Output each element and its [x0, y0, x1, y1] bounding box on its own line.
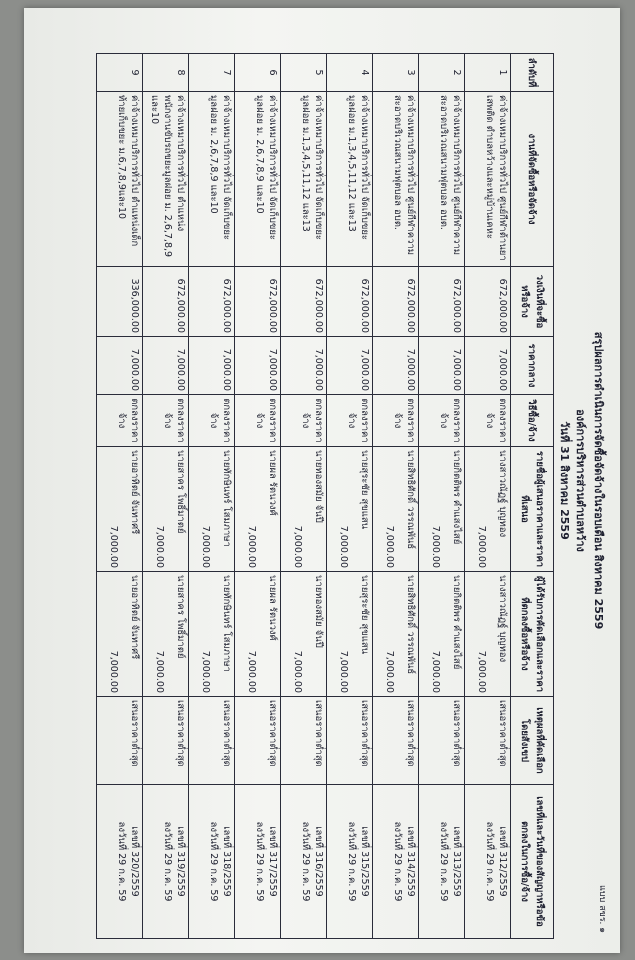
contract-cell: [189, 785, 235, 939]
budget-amount: 672,000.00: [373, 267, 419, 337]
col-header: วิธีซื้อ/จ้าง: [511, 395, 554, 447]
bid-price: 7,000.00: [292, 525, 303, 568]
work-description: ค่าจ้างเหมาบริการทั่วไป ศูนย์กีฬาต้านยาเสพติด ตำบลหว้างและหมู่บ้านเคหะ: [465, 92, 511, 267]
bidder-name: นายสาคร โพธิ์มาตย์: [175, 450, 186, 534]
winner-cell: [465, 572, 511, 697]
winning-price: 7,000.00: [246, 650, 257, 693]
winner-cell: [281, 572, 327, 697]
budget-amount: 672,000.00: [143, 267, 189, 337]
rotated-content: [24, 8, 620, 953]
median-price: 7,000.00: [327, 337, 373, 395]
col-header: งานที่จัดซื้อหรือจัดจ้าง: [511, 92, 554, 267]
median-price: 7,000.00: [465, 337, 511, 395]
budget-amount: 672,000.00: [189, 267, 235, 337]
table-row: [189, 54, 235, 939]
contract-cell: [97, 785, 143, 939]
winning-price: 7,000.00: [476, 650, 487, 693]
col-header: รายชื่อผู้เสนอราคาและราคาที่เสนอ: [511, 447, 554, 572]
selection-reason: เสนอราคาต่ำสุด: [235, 697, 281, 785]
budget-amount: 336,000.00: [97, 267, 143, 337]
winner-name: นายสิทธิศักดิ์ วรรณพันธ์: [405, 575, 416, 675]
median-price: 7,000.00: [419, 337, 465, 395]
contract-date: ลงวันที่ 29 ก.ค. 59: [300, 821, 311, 902]
selection-reason: เสนอราคาต่ำสุด: [327, 697, 373, 785]
table-row: [327, 54, 373, 939]
table-row: [143, 54, 189, 939]
winner-name: นายทักษินทร์ โสมภาษา: [221, 575, 232, 672]
work-description: ค่าจ้างเหมาบริการทั่วไป ศูนย์กีฬาความสะอาดบริเวณสนามฟุตบอล อบต.: [373, 92, 419, 267]
median-price: 7,000.00: [373, 337, 419, 395]
winner-cell: [235, 572, 281, 697]
bidder-cell: [143, 447, 189, 572]
table-row: [373, 54, 419, 939]
bid-price: 7,000.00: [384, 525, 395, 568]
contract-cell: [235, 785, 281, 939]
winner-cell: [143, 572, 189, 697]
winning-price: 7,000.00: [384, 650, 395, 693]
median-price: 7,000.00: [143, 337, 189, 395]
procurement-method: ตกลงราคาจ้าง: [373, 395, 419, 447]
bidder-name: นายอาทิตย์ จันทาศรี: [129, 450, 140, 535]
median-price: 7,000.00: [235, 337, 281, 395]
winner-name: นายผล รัตนวงศ์: [267, 575, 278, 641]
col-header: เลขที่และวันที่ของสัญญาหรือข้อตกลงในการซื้อ/จ้าง: [511, 785, 554, 939]
budget-amount: 672,000.00: [327, 267, 373, 337]
bid-price: 7,000.00: [338, 525, 349, 568]
winner-cell: [373, 572, 419, 697]
work-description: ค่าจ้างเหมาบริการทั่วไป จัดเก็บขยะมูลฝอย ม. 2,6,7,8,9 และ10: [189, 92, 235, 267]
winning-price: 7,000.00: [430, 650, 441, 693]
table-row: [419, 54, 465, 939]
winner-name: นางสาวณัฏฐ์ บุญทอง: [497, 575, 508, 663]
budget-amount: 672,000.00: [419, 267, 465, 337]
table-row: [97, 54, 143, 939]
contract-cell: [327, 785, 373, 939]
bid-price: 7,000.00: [246, 525, 257, 568]
median-price: 7,000.00: [189, 337, 235, 395]
selection-reason: เสนอราคาต่ำสุด: [189, 697, 235, 785]
col-header: ราคากลาง: [511, 337, 554, 395]
work-description: ค่าจ้างเหมาบริการทั่วไป จัดเก็บขยะมูลฝอย ม.1,3,4,5,11,12 และ13: [327, 92, 373, 267]
winner-name: นายสาคร โพธิ์มาตย์: [175, 575, 186, 659]
col-header: วงเงินที่จะซื้อหรือจ้าง: [511, 267, 554, 337]
contract-date: ลงวันที่ 29 ก.ค. 59: [438, 821, 449, 902]
procurement-method: ตกลงราคาจ้าง: [281, 395, 327, 447]
table-header-row: [511, 54, 554, 939]
selection-reason: เสนอราคาต่ำสุด: [143, 697, 189, 785]
bid-price: 7,000.00: [200, 525, 211, 568]
contract-number: เลขที่ 315/2559: [359, 826, 370, 897]
winner-cell: [189, 572, 235, 697]
contract-cell: [143, 785, 189, 939]
selection-reason: เสนอราคาต่ำสุด: [373, 697, 419, 785]
row-number: 7: [189, 54, 235, 92]
bidder-cell: [235, 447, 281, 572]
winning-price: 7,000.00: [292, 650, 303, 693]
table-row: [465, 54, 511, 939]
selection-reason: เสนอราคาต่ำสุด: [419, 697, 465, 785]
table-row: [281, 54, 327, 939]
procurement-method: ตกลงราคาจ้าง: [143, 395, 189, 447]
winner-name: นายอาทิตย์ จันทาศรี: [129, 575, 140, 660]
winner-name: นายสุระชัย สุขแสน: [359, 575, 370, 655]
contract-number: เลขที่ 314/2559: [405, 826, 416, 897]
contract-date: ลงวันที่ 29 ก.ค. 59: [116, 821, 127, 902]
procurement-table: [96, 53, 554, 939]
table-row: [235, 54, 281, 939]
bid-price: 7,000.00: [476, 525, 487, 568]
procurement-method: ตกลงราคาจ้าง: [465, 395, 511, 447]
bid-price: 7,000.00: [108, 525, 119, 568]
agency-name: องค์การบริหารส่วนตำบลหว้าง: [574, 409, 587, 552]
contract-date: ลงวันที่ 29 ก.ค. 59: [484, 821, 495, 902]
contract-date: ลงวันที่ 29 ก.ค. 59: [346, 821, 357, 902]
contract-number: เลขที่ 320/2559: [129, 826, 140, 897]
document-title: สรุปผลการดำเนินการจัดซื้อจัดจ้างในรอบเดือน สิงหาคม 2559: [592, 331, 605, 630]
contract-number: เลขที่ 318/2559: [221, 826, 232, 897]
bidder-cell: [97, 447, 143, 572]
bidder-name: นายสิทธิศักดิ์ วรรณพันธ์: [405, 450, 416, 550]
winner-name: นายกิตติพร คำแสงไสย์: [451, 575, 462, 670]
budget-amount: 672,000.00: [235, 267, 281, 337]
bidder-cell: [189, 447, 235, 572]
median-price: 7,000.00: [97, 337, 143, 395]
bidder-name: นายทักษินทร์ โสมภาษา: [221, 450, 232, 547]
procurement-method: ตกลงราคาจ้าง: [189, 395, 235, 447]
bidder-cell: [465, 447, 511, 572]
row-number: 8: [143, 54, 189, 92]
bidder-name: นายผล รัตนวงศ์: [267, 450, 278, 516]
bidder-name: นายกิตติพร คำแสงไสย์: [451, 450, 462, 545]
contract-date: ลงวันที่ 29 ก.ค. 59: [162, 821, 173, 902]
procurement-method: ตกลงราคาจ้าง: [235, 395, 281, 447]
winner-cell: [419, 572, 465, 697]
contract-cell: [465, 785, 511, 939]
contract-date: ลงวันที่ 29 ก.ค. 59: [208, 821, 219, 902]
contract-number: เลขที่ 312/2559: [497, 826, 508, 897]
winner-cell: [327, 572, 373, 697]
procurement-method: ตกลงราคาจ้าง: [419, 395, 465, 447]
selection-reason: เสนอราคาต่ำสุด: [281, 697, 327, 785]
contract-cell: [281, 785, 327, 939]
selection-reason: เสนอราคาต่ำสุด: [465, 697, 511, 785]
winner-name: นายทองสมัย จันปี: [313, 575, 324, 648]
work-description: ค่าจ้างเหมาบริการทั่วไป ศูนย์กีฬาความสะอาดบริเวณสนามฟุตบอล อบต.: [419, 92, 465, 267]
bid-price: 7,000.00: [430, 525, 441, 568]
procurement-method: ตกลงราคาจ้าง: [327, 395, 373, 447]
work-description: ค่าจ้างเหมาบริการทั่วไป ตำแหน่งเด็กท้ายเก็บขยะ ม.6,7,8,9และ10: [97, 92, 143, 267]
bidder-cell: [419, 447, 465, 572]
contract-cell: [373, 785, 419, 939]
bidder-cell: [327, 447, 373, 572]
budget-amount: 672,000.00: [465, 267, 511, 337]
work-description: ค่าจ้างเหมาบริการทั่วไป ตำแหน่งพนักงานขับรถขยะมูลฝอย ม. 2,6,7,8,9 และ10: [143, 92, 189, 267]
contract-number: เลขที่ 316/2559: [313, 826, 324, 897]
contract-number: เลขที่ 313/2559: [451, 826, 462, 897]
contract-date: ลงวันที่ 29 ก.ค. 59: [254, 821, 265, 902]
document-date: วันที่ 31 สิงหาคม 2559: [558, 421, 571, 540]
col-header: ลำดับที่: [511, 54, 554, 92]
bid-price: 7,000.00: [154, 525, 165, 568]
bidder-cell: [373, 447, 419, 572]
contract-number: เลขที่ 317/2559: [267, 826, 278, 897]
row-number: 6: [235, 54, 281, 92]
bidder-name: นายสุระชัย สุขแสน: [359, 450, 370, 530]
selection-reason: เสนอราคาต่ำสุด: [97, 697, 143, 785]
col-header: ผู้ได้รับการคัดเลือกและราคาที่ตกลงซื้อหรือจ้าง: [511, 572, 554, 697]
bidder-name: นางสาวณัฏฐ์ บุญทอง: [497, 450, 508, 538]
work-description: ค่าจ้างเหมาบริการทั่วไป จัดเก็บขยะมูลฝอย ม.1,3,4,5,11,12 และ13: [281, 92, 327, 267]
winner-cell: [97, 572, 143, 697]
document-sheet: [24, 8, 620, 953]
row-number: 1: [465, 54, 511, 92]
winning-price: 7,000.00: [338, 650, 349, 693]
row-number: 3: [373, 54, 419, 92]
contract-cell: [419, 785, 465, 939]
contract-number: เลขที่ 319/2559: [175, 826, 186, 897]
winning-price: 7,000.00: [200, 650, 211, 693]
bidder-cell: [281, 447, 327, 572]
budget-amount: 672,000.00: [281, 267, 327, 337]
row-number: 2: [419, 54, 465, 92]
work-description: ค่าจ้างเหมาบริการทั่วไป จัดเก็บขยะมูลฝอย ม. 2,6,7,8,9 และ10: [235, 92, 281, 267]
form-code: แบบ สขร. ๑: [597, 884, 607, 933]
col-header: เหตุผลที่คัดเลือกโดยสังเขป: [511, 697, 554, 785]
contract-date: ลงวันที่ 29 ก.ค. 59: [392, 821, 403, 902]
procurement-method: ตกลงราคาจ้าง: [97, 395, 143, 447]
row-number: 9: [97, 54, 143, 92]
winning-price: 7,000.00: [108, 650, 119, 693]
bidder-name: นายทองสมัย จันปี: [313, 450, 324, 523]
winning-price: 7,000.00: [154, 650, 165, 693]
row-number: 5: [281, 54, 327, 92]
row-number: 4: [327, 54, 373, 92]
median-price: 7,000.00: [281, 337, 327, 395]
